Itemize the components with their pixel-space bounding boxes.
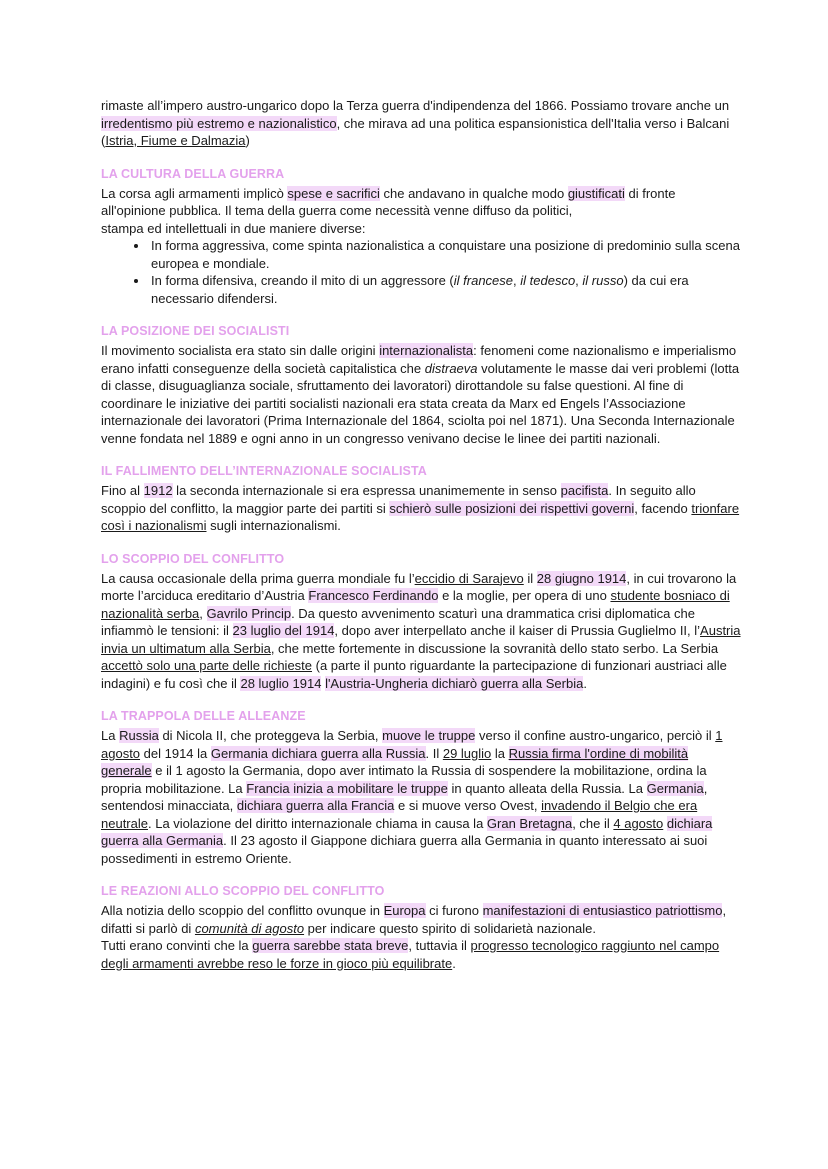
text: ci furono [425,903,483,918]
highlight: giustificati [567,185,625,201]
italic-text: il francese [453,273,514,288]
text: rimaste all’impero austro-ungarico dopo la Terza guerra d'indipendenza del 1866. Possiamo trovare anche un [101,98,730,113]
text: La corsa agli armamenti implicò [101,185,288,201]
text: , sentendosi minacciata, [101,780,708,813]
text: Alla notizia dello scoppio del conflitto ovunque in [101,903,384,918]
highlight: Russia [119,728,159,743]
text: , in cui trovarono la morte l’arciduca ereditario d’Austria [101,570,737,603]
highlight: Francesco Ferdinando [308,588,439,603]
italic-text: il russo [582,273,624,288]
highlight-underlined: Russia firma l'ordine di mobilità generale [101,745,689,778]
text: . Da questo avvenimento scaturì una drammatica crisi diplomatica che infiammò le tensioni: il [101,605,695,638]
highlight: Europa [383,903,426,918]
section-heading-reazioni: LE REAZIONI ALLO SCOPPIO DEL CONFLITTO [101,884,385,898]
text: di fronte all'opinione pubblica. Il tema della guerra come necessità venne diffuso da politici, [101,185,676,218]
section-heading-fallimento: IL FALLIMENTO DELL’INTERNAZIONALE SOCIALISTA [101,464,427,478]
text: : fenomeni come nazionalismo e imperialismo erano infatti conseguenze della società capitalistica che [101,343,737,376]
bullet-item [149,272,742,307]
text: , facendo [634,500,692,516]
underlined-text: invadendo il Belgio che era neutrale [101,798,698,831]
text: Il movimento socialista era stato sin dalle origini [101,343,380,358]
highlight: schierò sulle posizioni dei rispettivi governi [389,500,635,516]
underlined-text: studente bosniaco di nazionalità serba [101,588,730,621]
highlight: Francia inizia a mobilitare le truppe [246,780,448,796]
text: , [199,605,207,621]
text: verso il confine austro-ungarico, perciò il [475,728,716,743]
underlined-text: accettò solo una parte delle richieste [101,658,313,673]
italic-underlined-text: comunità di agosto [194,920,305,936]
text: , che mette fortemente in discussione la sovranità dello stato serbo. La Serbia [270,640,719,656]
text: e il 1 agosto la Germania, dopo aver intimato la Russia di sospendere la mobilitazione, ordina la propria mobilitazione. La [101,763,707,796]
text: . Il 23 agosto il Giappone dichiara guerra alla Germania in quanto interessato ai suoi possedimenti in estremo Oriente. [101,833,708,866]
highlight: 1912 [143,483,173,498]
highlight: pacifista [560,483,609,498]
text: La [101,728,120,743]
text: La causa occasionale della prima guerra mondiale fu l’ [101,570,415,586]
underlined-text: Austria invia un ultimatum alla Serbia [101,623,741,656]
highlight: Germania dichiara guerra alla Russia [210,745,426,761]
highlight: Gavrilo Princip [206,605,292,621]
section-heading-scoppio: LO SCOPPIO DEL CONFLITTO [101,551,285,566]
highlight: manifestazioni di entusiastico patriottismo [482,903,723,918]
section-heading-socialisti: LA POSIZIONE DEI SOCIALISTI [101,324,290,338]
text: che andavano in qualche modo [379,185,568,201]
underlined-text: 1 agosto [101,728,723,761]
text: . [583,675,587,691]
highlight: internazionalista [379,343,474,358]
text: il [523,570,537,586]
text: , [575,273,583,288]
reazioni-paragraph-2 [101,937,742,972]
text: in quanto alleata della Russia. La [447,780,647,796]
fallimento-paragraph [101,482,742,535]
highlight: guerra sarebbe stata breve [252,938,409,953]
scoppio-paragraph [101,570,742,693]
highlight: Gran Bretagna [486,815,573,831]
highlight: 23 luglio del 1914 [232,623,335,638]
highlight: irredentismo più estremo e nazionalistico [101,115,337,131]
italic-text: distraeva [424,360,478,376]
cultura-bullet-list [101,237,742,307]
text: del 1914 la [140,745,211,761]
text: e la moglie, per opera di uno [438,588,611,603]
text: ) [245,133,250,148]
highlight: dichiara guerra alla Francia [236,798,395,813]
text: In forma difensiva, creando il mito di un aggressore ( [151,273,454,288]
text: , [513,273,521,288]
underlined-text: 29 luglio [442,745,492,761]
text: . Il [425,745,443,761]
socialisti-paragraph [101,342,742,447]
alleanze-paragraph [101,727,742,867]
text: sugli internazionalismi. [206,518,341,533]
text: (a parte il punto riguardante la partecipazione di funzionari austriaci alle indagini) e fu così che il [101,658,727,691]
reazioni-paragraph [101,902,742,937]
highlight: 28 luglio 1914 [240,675,322,691]
highlight: 28 giugno 1914 [536,570,627,586]
underlined-text: progresso tecnologico raggiunto nel campo degli armamenti avrebbe reso le forze in gioco più equilibrate [101,938,720,971]
text: Tutti erano convinti che la [101,938,253,953]
text: . In seguito allo scoppio del conflitto, la maggior parte dei partiti si [101,483,696,516]
text: , difatti si parlò di [101,903,727,936]
underlined-text: 4 agosto [613,815,664,831]
text: ) da cui era necessario difendersi. [151,273,689,306]
text: . [452,955,456,971]
text: . La violazione del diritto internazionale chiama in causa la [147,815,487,831]
highlight: l'Austria-Ungheria dichiarò guerra alla Serbia [325,675,584,691]
italic-text: il tedesco [520,273,576,288]
text: volutamente le masse dai veri problemi (lotta di classe, disuguaglianza sociale, sfruttamento dei lavoratori) dirottandole su false questioni. Al fine di coordinare le iniziative dei partiti socialisti nazionali era stata creata da Marx ed Engels l’Associazione internazionale dei lavoratori (Prima Internazionale del 1864, sciolta poi nel 1871). Una Seconda Internazionale venne fondata nel 1889 e ogni anno in un congresso venivano decise le linee dei partiti nazionali. [101,360,740,446]
text: di Nicola II, che proteggeva la Serbia, [158,728,383,743]
intro-paragraph [101,97,742,150]
bullet-item: • In forma aggressiva, come spinta nazionalistica a conquistare una posizione di predominio sulla scena europea e mondiale. [149,237,742,272]
section-heading-cultura: LA CULTURA DELLA GUERRA [101,166,285,181]
text: , che mirava ad una politica espansionistica dell'Italia verso i Balcani ( [101,115,730,148]
underlined-text: Istria, Fiume e Dalmazia [105,133,246,148]
cultura-paragraph [101,185,742,220]
text: la seconda internazionale si era espressa unanimemente in senso [172,483,561,498]
text: per indicare questo spirito di solidarietà nazionale. [304,920,597,936]
highlight: Germania [646,780,704,796]
text: , tuttavia il [408,938,471,953]
text: , che il [572,815,614,831]
highlight: muove le truppe [382,728,476,743]
underlined-text: eccidio di Sarajevo [414,570,524,586]
highlight: dichiara guerra alla Germania [101,815,713,848]
text: e si muove verso Ovest, [394,798,542,813]
cultura-paragraph-2: stampa ed intellettuali in due maniere diverse: [101,220,366,236]
highlight: spese e sacrifici [287,185,380,201]
text: Fino al [101,483,144,498]
text: , dopo aver interpellato anche il kaiser di Prussia Guglielmo II, l’ [334,623,701,638]
text: la [491,745,509,761]
section-heading-alleanze: LA TRAPPOLA DELLE ALLEANZE [101,709,306,723]
underlined-text: trionfare così i nazionalismi [101,500,740,533]
